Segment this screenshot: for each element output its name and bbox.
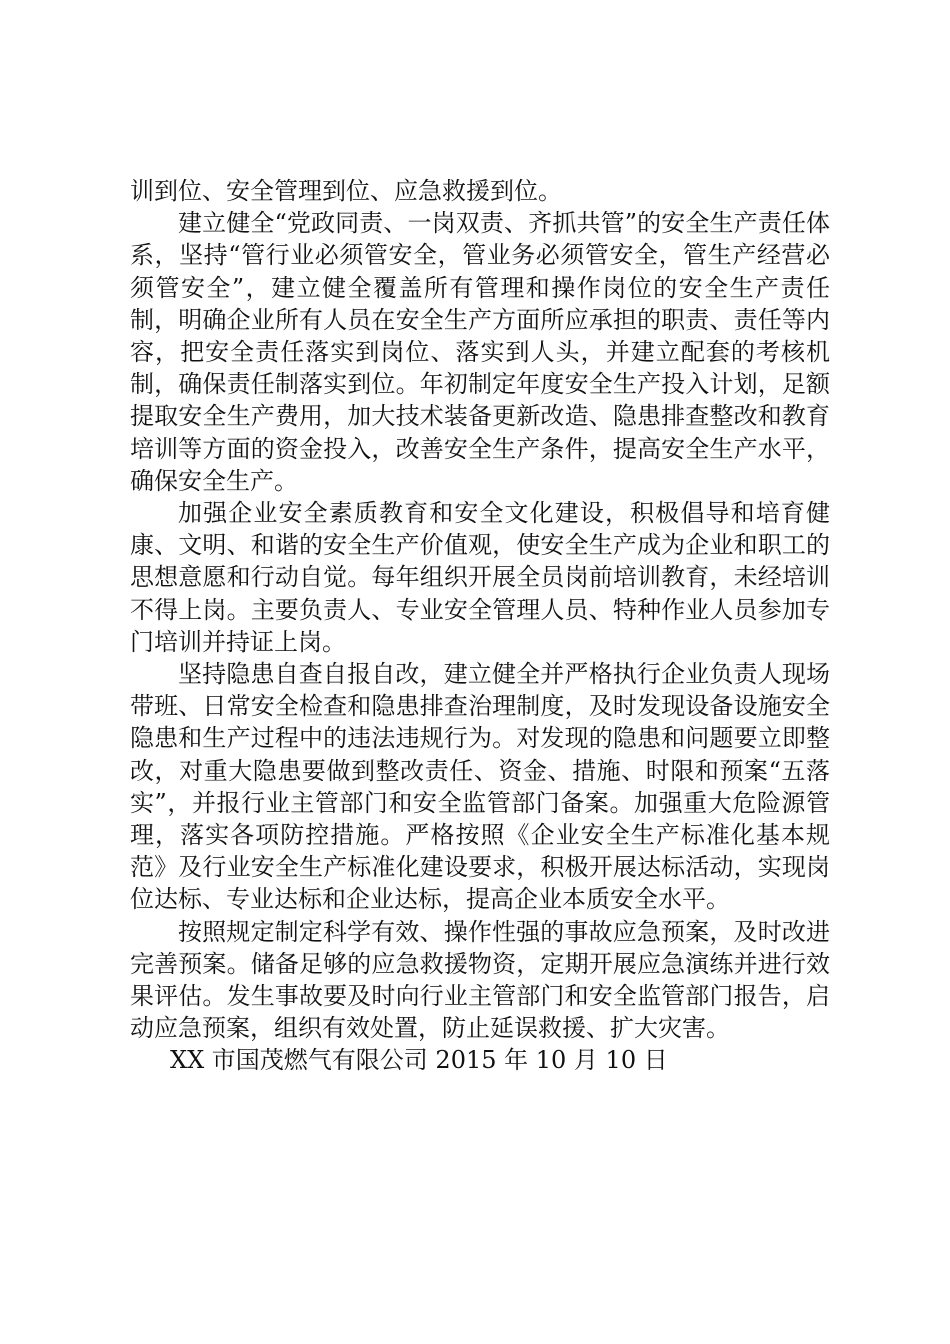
signature-line: XX 市国茂燃气有限公司 2015 年 10 月 10 日 — [170, 1046, 668, 1075]
document-body — [130, 175, 830, 1077]
paragraph-safety-education: 加强企业安全素质教育和安全文化建设，积极倡导和培育健康、文明、和谐的安全生产价值观，使安全生产成为企业和职工的思想意愿和行动自觉。每年组织开展全员岗前培训教育，未经培训不得上岗。主要负责人、专业安全管理人员、特种作业人员参加专门培训并持证上岗。 — [130, 499, 830, 656]
paragraph-hazard-inspection: 坚持隐患自查自报自改，建立健全并严格执行企业负责人现场带班、日常安全检查和隐患排查治理制度，及时发现设备设施安全隐患和生产过程中的违法违规行为。对发现的隐患和问题要立即整改，对重大隐患要做到整改责任、资金、措施、时限和预案“五落实”，并报行业主管部门和安全监管部门备案。加强重大危险源管理，落实各项防控措施。严格按照《企业安全生产标准化基本规范》及行业安全生产标准化建设要求，积极开展达标活动，实现岗位达标、专业达标和企业达标，提高企业本质安全水平。 — [130, 660, 830, 914]
paragraph-emergency-plan: 按照规定制定科学有效、操作性强的事故应急预案，及时改进完善预案。储备足够的应急救援物资，定期开展应急演练并进行效果评估。发生事故要及时向行业主管部门和安全监管部门报告，启动应急预案，组织有效处置，防止延误救援、扩大灾害。 — [130, 917, 830, 1043]
paragraph-continuation: 训到位、安全管理到位、应急救援到位。 — [130, 177, 562, 205]
paragraph-responsibility-system: 建立健全“党政同责、一岗双责、齐抓共管”的安全生产责任体系，坚持“管行业必须管安全，管业务必须管安全，管生产经营必须管安全”，建立健全覆盖所有管理和操作岗位的安全生产责任制，明确企业所有人员在安全生产方面所应承担的职责、责任等内容，把安全责任落实到岗位、落实到人头，并建立配套的考核机制，确保责任制落实到位。年初制定年度安全生产投入计划，足额提取安全生产费用，加大技术装备更新改造、隐患排查整改和教育培训等方面的资金投入，改善安全生产条件，提高安全生产水平，确保安全生产。 — [130, 209, 830, 495]
